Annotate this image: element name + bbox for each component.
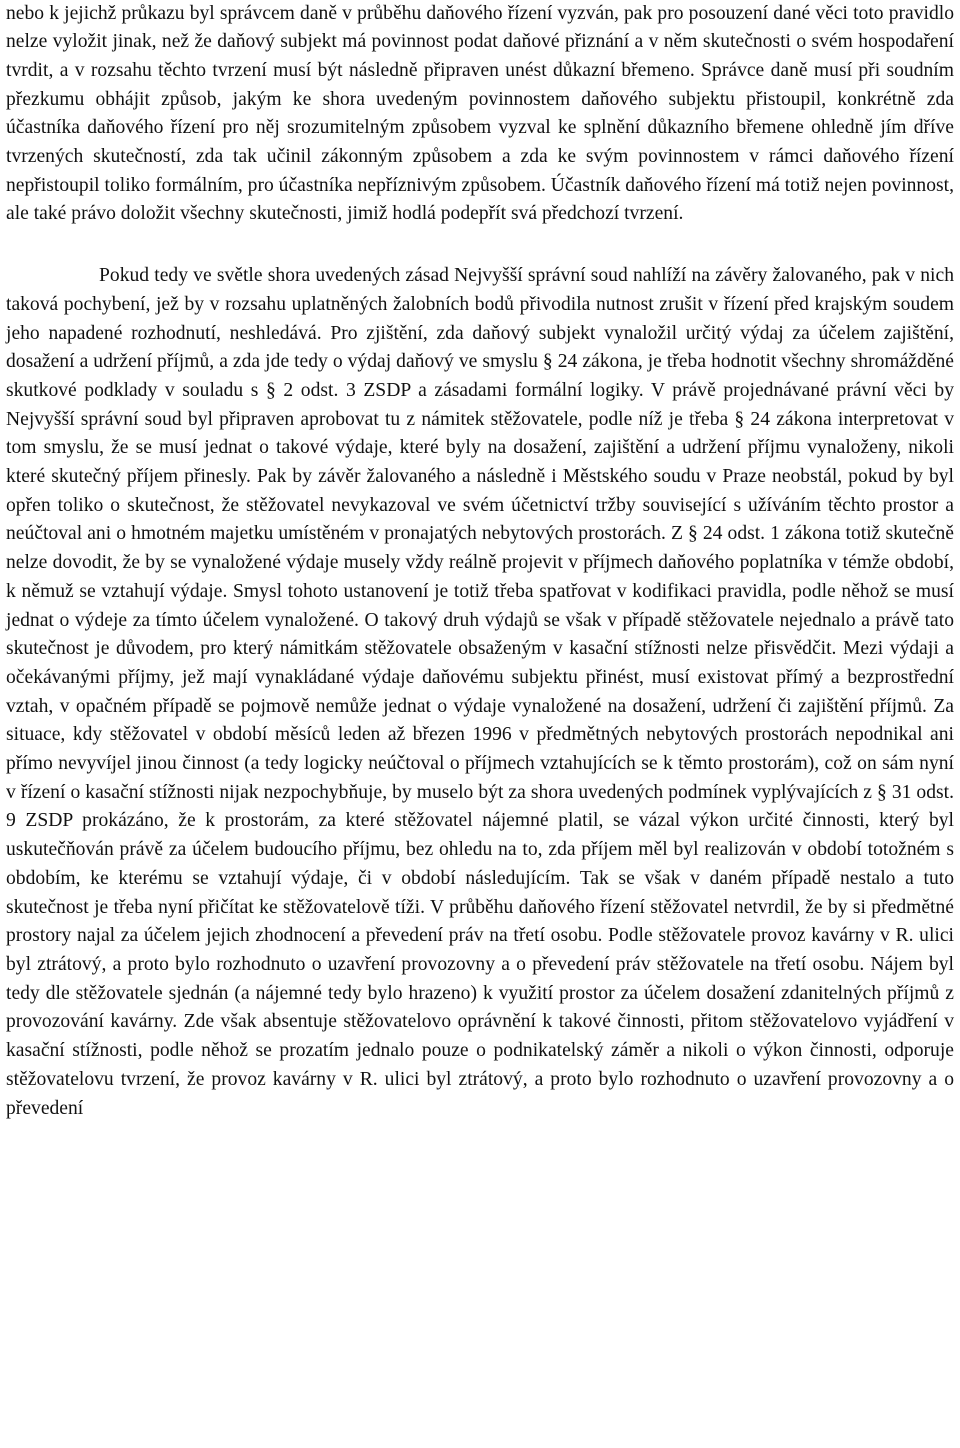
paragraph: Pokud tedy ve světle shora uvedených zásad Nejvyšší správní soud nahlíží na závěry žalovaného, pak v nich taková pochybení, jež by v rozsahu uplatněných žalobních bodů přivodila nutnost zrušit v řízení před krajským soudem jeho napadené rozhodnutí, neshledává. Pro zjištění, zda daňový subjekt vynaložil určitý výdaj za účelem zajištění, dosažení a udržení příjmů, a zda jde tedy o výdaj daňový ve smyslu § 24 zákona, je třeba hodnotit všechny shromážděné skutkové podklady v souladu s § 2 odst. 3 ZSDP a zásadami formální logiky. V právě projednávané právní věci by Nejvyšší správní soud byl připraven aprobovat tu z námitek stěžovatele, podle níž je třeba § 24 zákona interpretovat v tom smyslu, že se musí jednat o takové výdaje, které byly na dosažení, zajištění a udržení příjmu vynaloženy, nikoli které skutečný příjem přinesly. Pak by závěr žalovaného a následně i Městského soudu v Praze neobstál, pokud by byl opřen toliko o skutečnost, že stěžovatel nevykazoval ve svém účetnictví tržby související s užíváním těchto prostor a neúčtoval ani o hmotném majetku umístěném v pronajatých nebytových prostorách. Z § 24 odst. 1 zákona totiž skutečně nelze dovodit, že by se vynaložené výdaje musely vždy reálně projevit v příjmech daňového poplatníka v témže období, k němuž se vztahují výdaje. Smysl tohoto ustanovení je totiž třeba spatřovat v kodifikaci pravidla, podle něhož se musí jednat o výdeje za tímto účelem vynaložené. O takový druh výdajů se však v případě stěžovatele nejednalo a právě tato skutečnost je důvodem, pro který námitkám stěžovatele obsaženým v kasační stížnosti nelze přisvědčit. Mezi výdaji a očekávanými příjmy, jež mají vynakládané výdaje daňovému subjektu přinést, musí existovat přímý a bezprostřední vztah, v opačném případě se pojmově nemůže jednat o výdaje vynaložené na dosažení, udržení či zajištění příjmů. Za situace, kdy stěžovatel v období měsíců leden až březen 1996 v předmětných nebytových prostorách nepodnikal ani přímo nevyvíjel jinou činnost (a tedy logicky neúčtoval o příjmech vztahujících se k těmto prostorám), což on sám nyní v řízení o kasační stížnosti nijak nezpochybňuje, by muselo být za shora uvedených podmínek vyplývajících z § 31 odst. 9 ZSDP prokázáno, že k prostorám, za které stěžovatel nájemné platil, se vázal výkon určité činnosti, který byl uskutečňován právě za účelem budoucího příjmu, bez ohledu na to, zda příjem měl byl realizován v období totožném s obdobím, ke kterému se vztahují výdaje, či v období následujícím. Tak se však v daném případě nestalo a tuto skutečnost je třeba nyní přičítat ke stěžovatelově tíži. V průběhu daňového řízení stěžovatel netvrdil, že by si předmětné prostory najal za účelem jejich zhodnocení a převedení práv na třetí osobu. Podle stěžovatele provoz kavárny v R. ulici byl ztrátový, a proto bylo rozhodnuto o uzavření provozovny a o převedení práv stěžovatele na třetí osobu. Nájem byl tedy dle stěžovatele sjednán (a nájemné tedy bylo hrazeno) k využití prostor za účelem dosažení zdanitelných příjmů z provozování kavárny. Zde však absentuje stěžovatelovo oprávnění k takové činnosti, přitom stěžovatelovo vyjádření v kasační stížnosti, podle něhož se prozatím jednalo pouze o podnikatelský záměr a nikoli o výkon činnosti, odporuje stěžovatelovu tvrzení, že provoz kavárny v R. ulici byl ztrátový, a proto bylo rozhodnuto o uzavření provozovny a o převedení <box>6 265 954 1119</box>
document-page <box>6 0 954 1123</box>
paragraph: nebo k jejichž průkazu byl správcem daně v průběhu daňového řízení vyzván, pak pro posouzení dané věci toto pravidlo nelze vyložit jinak, než že daňový subjekt má povinnost podat daňové přiznání a v něm skutečnosti o svém hospodaření tvrdit, a v rozsahu těchto tvrzení musí být následně připraven unést důkazní břemeno. Správce daně musí při soudním přezkumu obhájit způsob, jakým ke shora uvedeným povinnostem daňového subjektu přistoupil, konkrétně zda účastníka daňového řízení pro něj srozumitelným způsobem vyzval ke splnění důkazního břemene ohledně jím dříve tvrzených skutečností, zda tak učinil zákonným způsobem a zda ke svým povinnostem v rámci daňového řízení nepřistoupil toliko formálním, pro účastníka nepříznivým způsobem. Účastník daňového řízení má totiž nejen povinnost, ale také právo doložit všechny skutečnosti, jimiž hodlá podepřít svá předchozí tvrzení. <box>6 2 954 225</box>
